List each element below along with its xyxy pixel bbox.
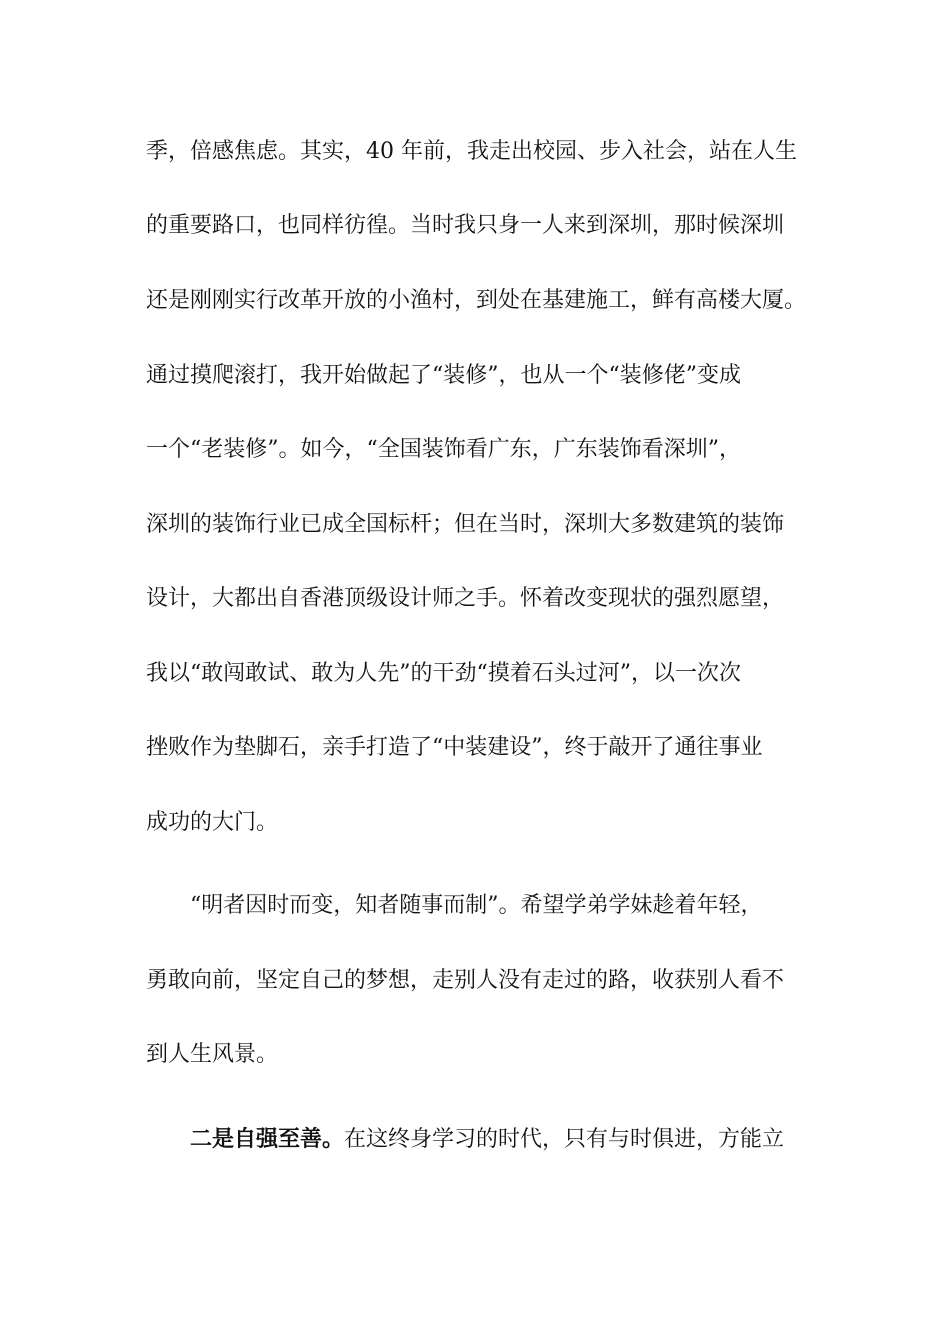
paragraph-1-line-3: 还是刚刚实行改革开放的小渔村，到处在基建施工，鲜有高楼大厦。 xyxy=(146,288,807,313)
paragraph-1-line-5: 一个“老装修”。如今，“全国装饰看广东，广东装饰看深圳”， xyxy=(146,437,741,462)
paragraph-1-line-9: 挫败作为垫脚石，亲手打造了“中装建设”，终于敲开了通往事业 xyxy=(146,735,763,760)
paragraph-3-text: 在这终身学习的时代，只有与时俱进，方能立 xyxy=(344,1127,785,1152)
paragraph-1-line-1: 季，倍感焦虑。其实，40 年前，我走出校园、步入社会，站在人生 xyxy=(146,139,797,164)
paragraph-2-line-1: “明者因时而变，知者随事而制”。希望学弟学妹趁着年轻， xyxy=(190,893,763,918)
paragraph-1-line-2: 的重要路口，也同样彷徨。当时我只身一人来到深圳，那时候深圳 xyxy=(146,213,785,238)
paragraph-1-line-6: 深圳的装饰行业已成全国标杆；但在当时，深圳大多数建筑的装饰 xyxy=(146,512,785,537)
section-heading: 二是自强至善。 xyxy=(190,1126,345,1152)
paragraph-2-line-3: 到人生风景。 xyxy=(146,1042,279,1067)
paragraph-2-line-2: 勇敢向前，坚定自己的梦想，走别人没有走过的路，收获别人看不 xyxy=(146,968,785,993)
paragraph-3-line-1 xyxy=(190,1125,784,1154)
paragraph-1-line-4: 通过摸爬滚打，我开始做起了“装修”，也从一个“装修佬”变成 xyxy=(146,363,741,388)
paragraph-1-line-10: 成功的大门。 xyxy=(146,810,279,835)
paragraph-1-line-8: 我以“敢闯敢试、敢为人先”的干劲“摸着石头过河”，以一次次 xyxy=(146,661,741,686)
paragraph-1-line-7: 设计，大都出自香港顶级设计师之手。怀着改变现状的强烈愿望， xyxy=(146,586,785,611)
